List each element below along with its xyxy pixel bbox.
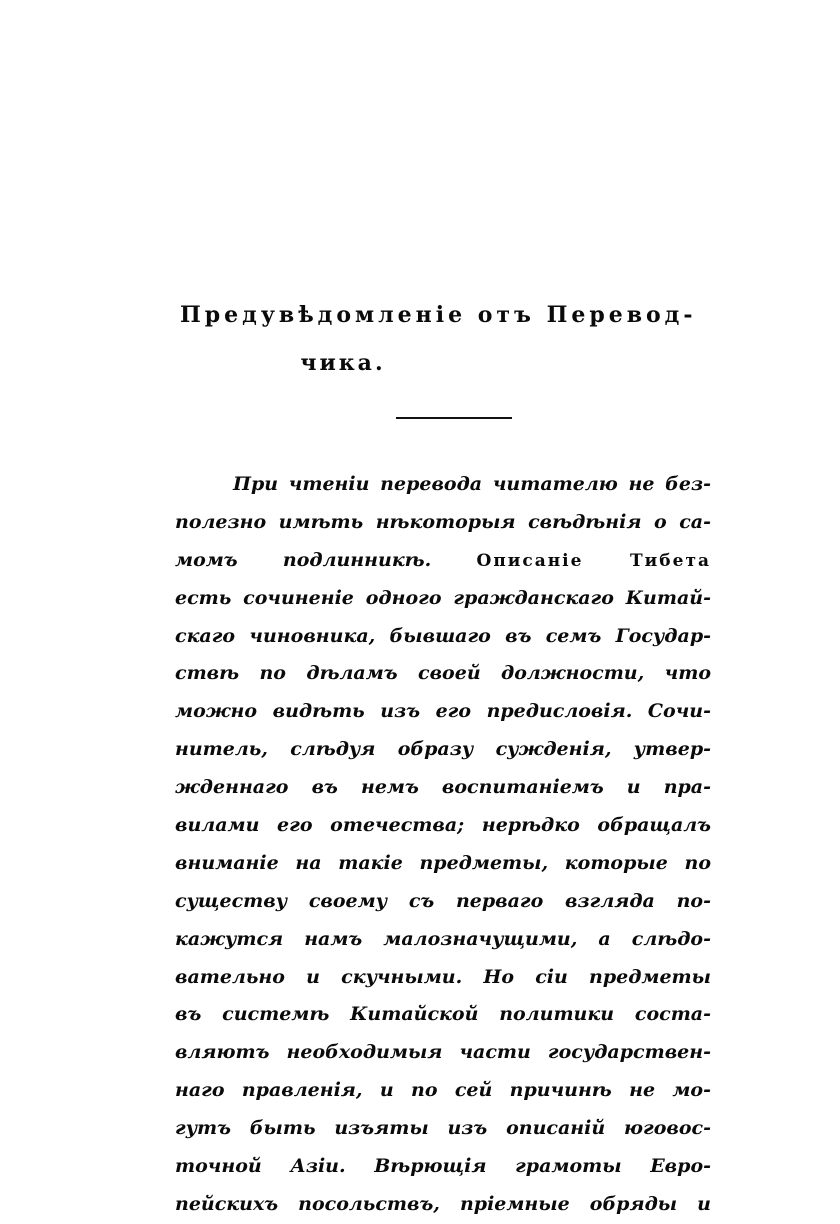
text-line: въ системѣ Китайской политики соста-	[175, 1003, 711, 1026]
text-line: жденнаго въ немъ воспитаніемъ и пра-	[175, 776, 711, 799]
text-line: полезно имѣть нѣкоторыя свѣдѣнія о са-	[175, 510, 711, 533]
text-line: есть сочиненіе одного гражданскаго Китай-	[175, 586, 711, 609]
page-title-line-2: чика.	[300, 350, 386, 376]
title-divider-rule	[396, 417, 512, 419]
text-line: нитель, слѣдуя образу сужденія, утвер-	[175, 738, 711, 761]
text-line: скаго чиновника, бывшаго въ семъ Государ-	[175, 624, 711, 647]
text-line: вниманіе на такіе предметы, которые по	[175, 851, 711, 874]
smallcaps-title-reference: Описаніе Тибета	[476, 550, 711, 571]
text-line: кажутся намъ малозначущими, а слѣдо-	[175, 927, 711, 950]
text-line-part: момъ подлинникѣ.	[175, 548, 432, 571]
text-line: точной Азіи. Вѣрющія грамоты Евро-	[175, 1155, 711, 1178]
text-line: При чтеніи перевода читателю не без-	[233, 473, 711, 495]
text-line: ствѣ по дѣламъ своей должности, что	[175, 662, 711, 685]
page-title-line-1: Предувѣдомленіе отъ Перевод-	[180, 302, 697, 328]
text-line: пейскихъ посольствъ, пріемные обряды и	[175, 1192, 711, 1215]
text-line: вательно и скучными. Но сіи предметы	[175, 965, 711, 988]
text-line: вляютъ необходимыя части государствен-	[175, 1041, 711, 1064]
text-line: можно видѣть изъ его предисловія. Сочи-	[175, 700, 711, 723]
text-line: наго правленія, и по сей причинѣ не мо-	[175, 1079, 711, 1102]
text-line-with-smallcaps	[175, 542, 711, 580]
body-paragraph	[175, 466, 711, 1224]
text-line: существу своему съ перваго взгляда по-	[175, 889, 711, 912]
text-line: гутъ быть изъяты изъ описаній юговос-	[175, 1117, 711, 1140]
text-line: вилами его отечества; нерѣдко обращалъ	[175, 814, 711, 837]
